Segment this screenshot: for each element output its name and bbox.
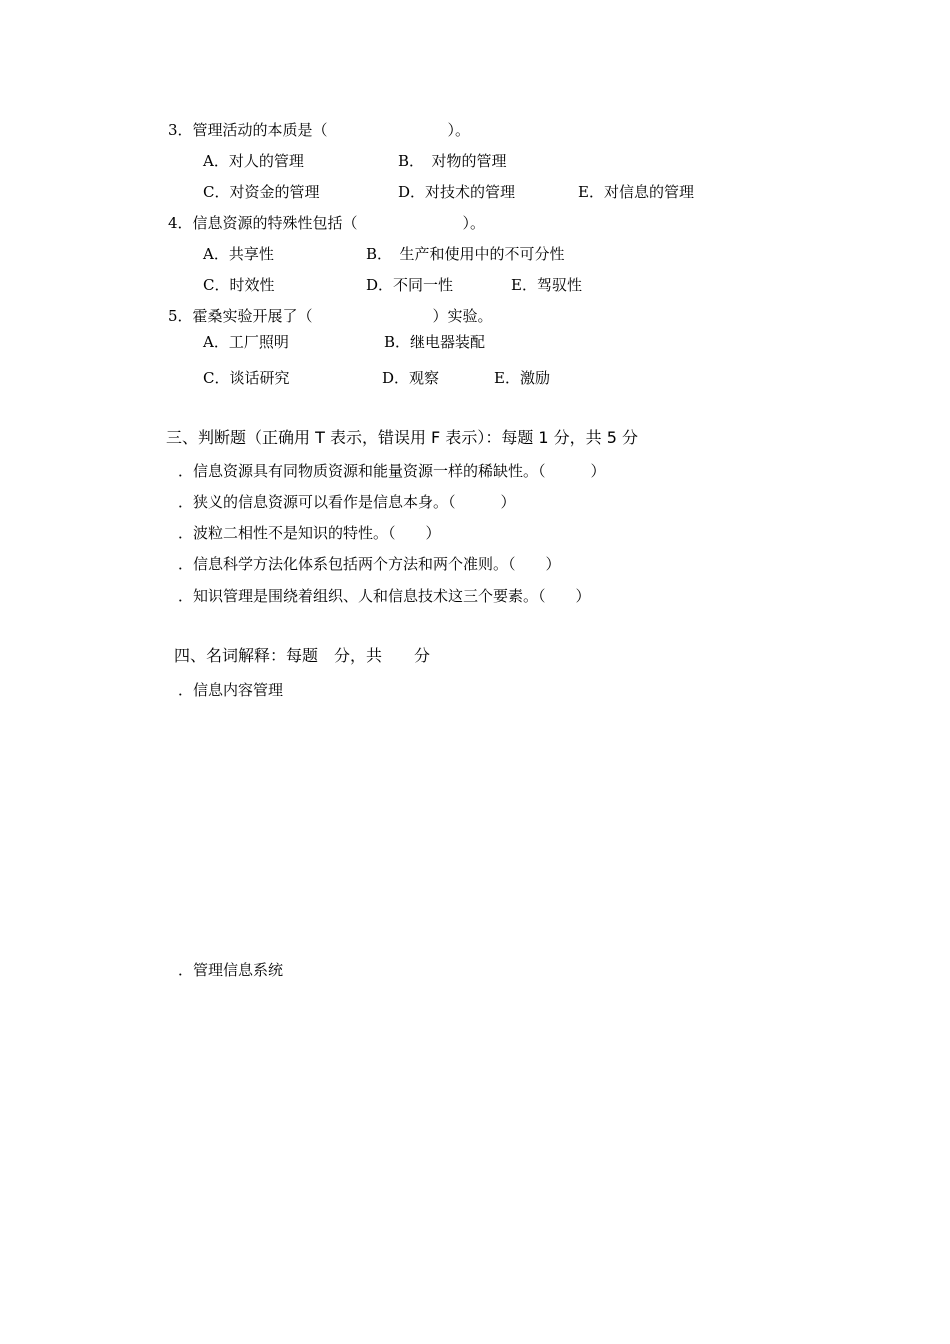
question-4-option-a: A．共享性 bbox=[203, 245, 274, 263]
question-5-option-c: C．谈话研究 bbox=[203, 369, 290, 387]
question-4-option-c: C．时效性 bbox=[203, 276, 275, 294]
true-false-item-4: ．信息科学方法化体系包括两个方法和两个准则。（ ） bbox=[178, 555, 561, 573]
true-false-item-1: ．信息资源具有同物质资源和能量资源一样的稀缺性。（ ） bbox=[178, 462, 606, 480]
question-4-stem: 4．信息资源的特殊性包括（ ）。 bbox=[168, 214, 486, 232]
true-false-item-2: ．狭义的信息资源可以看作是信息本身。（ ） bbox=[178, 493, 516, 511]
question-3-stem: 3．管理活动的本质是（ ）。 bbox=[168, 121, 471, 139]
term-item-1: ．信息内容管理 bbox=[178, 681, 284, 699]
question-5-option-a: A．工厂照明 bbox=[203, 333, 289, 351]
section-3-heading: 三、判断题（正确用 T 表示，错误用 F 表示）：每题 1 分，共 5 分 bbox=[166, 428, 639, 447]
question-5-option-d: D．观察 bbox=[382, 369, 440, 387]
section-4-heading: 四、名词解释：每题 分，共 分 bbox=[174, 646, 431, 665]
question-5-option-b: B．继电器装配 bbox=[384, 333, 486, 351]
question-3-option-e: E．对信息的管理 bbox=[578, 183, 694, 201]
question-4-option-b: B． 生产和使用中的不可分性 bbox=[366, 245, 565, 263]
true-false-item-3: ．波粒二相性不是知识的特性。（ ） bbox=[178, 524, 441, 542]
question-3-option-d: D．对技术的管理 bbox=[398, 183, 516, 201]
question-4-option-e: E．驾驭性 bbox=[511, 276, 582, 294]
true-false-item-5: ．知识管理是围绕着组织、人和信息技术这三个要素。（ ） bbox=[178, 587, 591, 605]
question-5-stem: 5．霍桑实验开展了（ ）实验。 bbox=[168, 307, 493, 325]
question-3-option-b: B． 对物的管理 bbox=[398, 152, 507, 170]
question-3-option-c: C．对资金的管理 bbox=[203, 183, 320, 201]
question-5-option-e: E．激励 bbox=[494, 369, 550, 387]
question-4-option-d: D．不同一性 bbox=[366, 276, 454, 294]
question-3-option-a: A．对人的管理 bbox=[203, 152, 304, 170]
term-item-2: ．管理信息系统 bbox=[178, 961, 284, 979]
